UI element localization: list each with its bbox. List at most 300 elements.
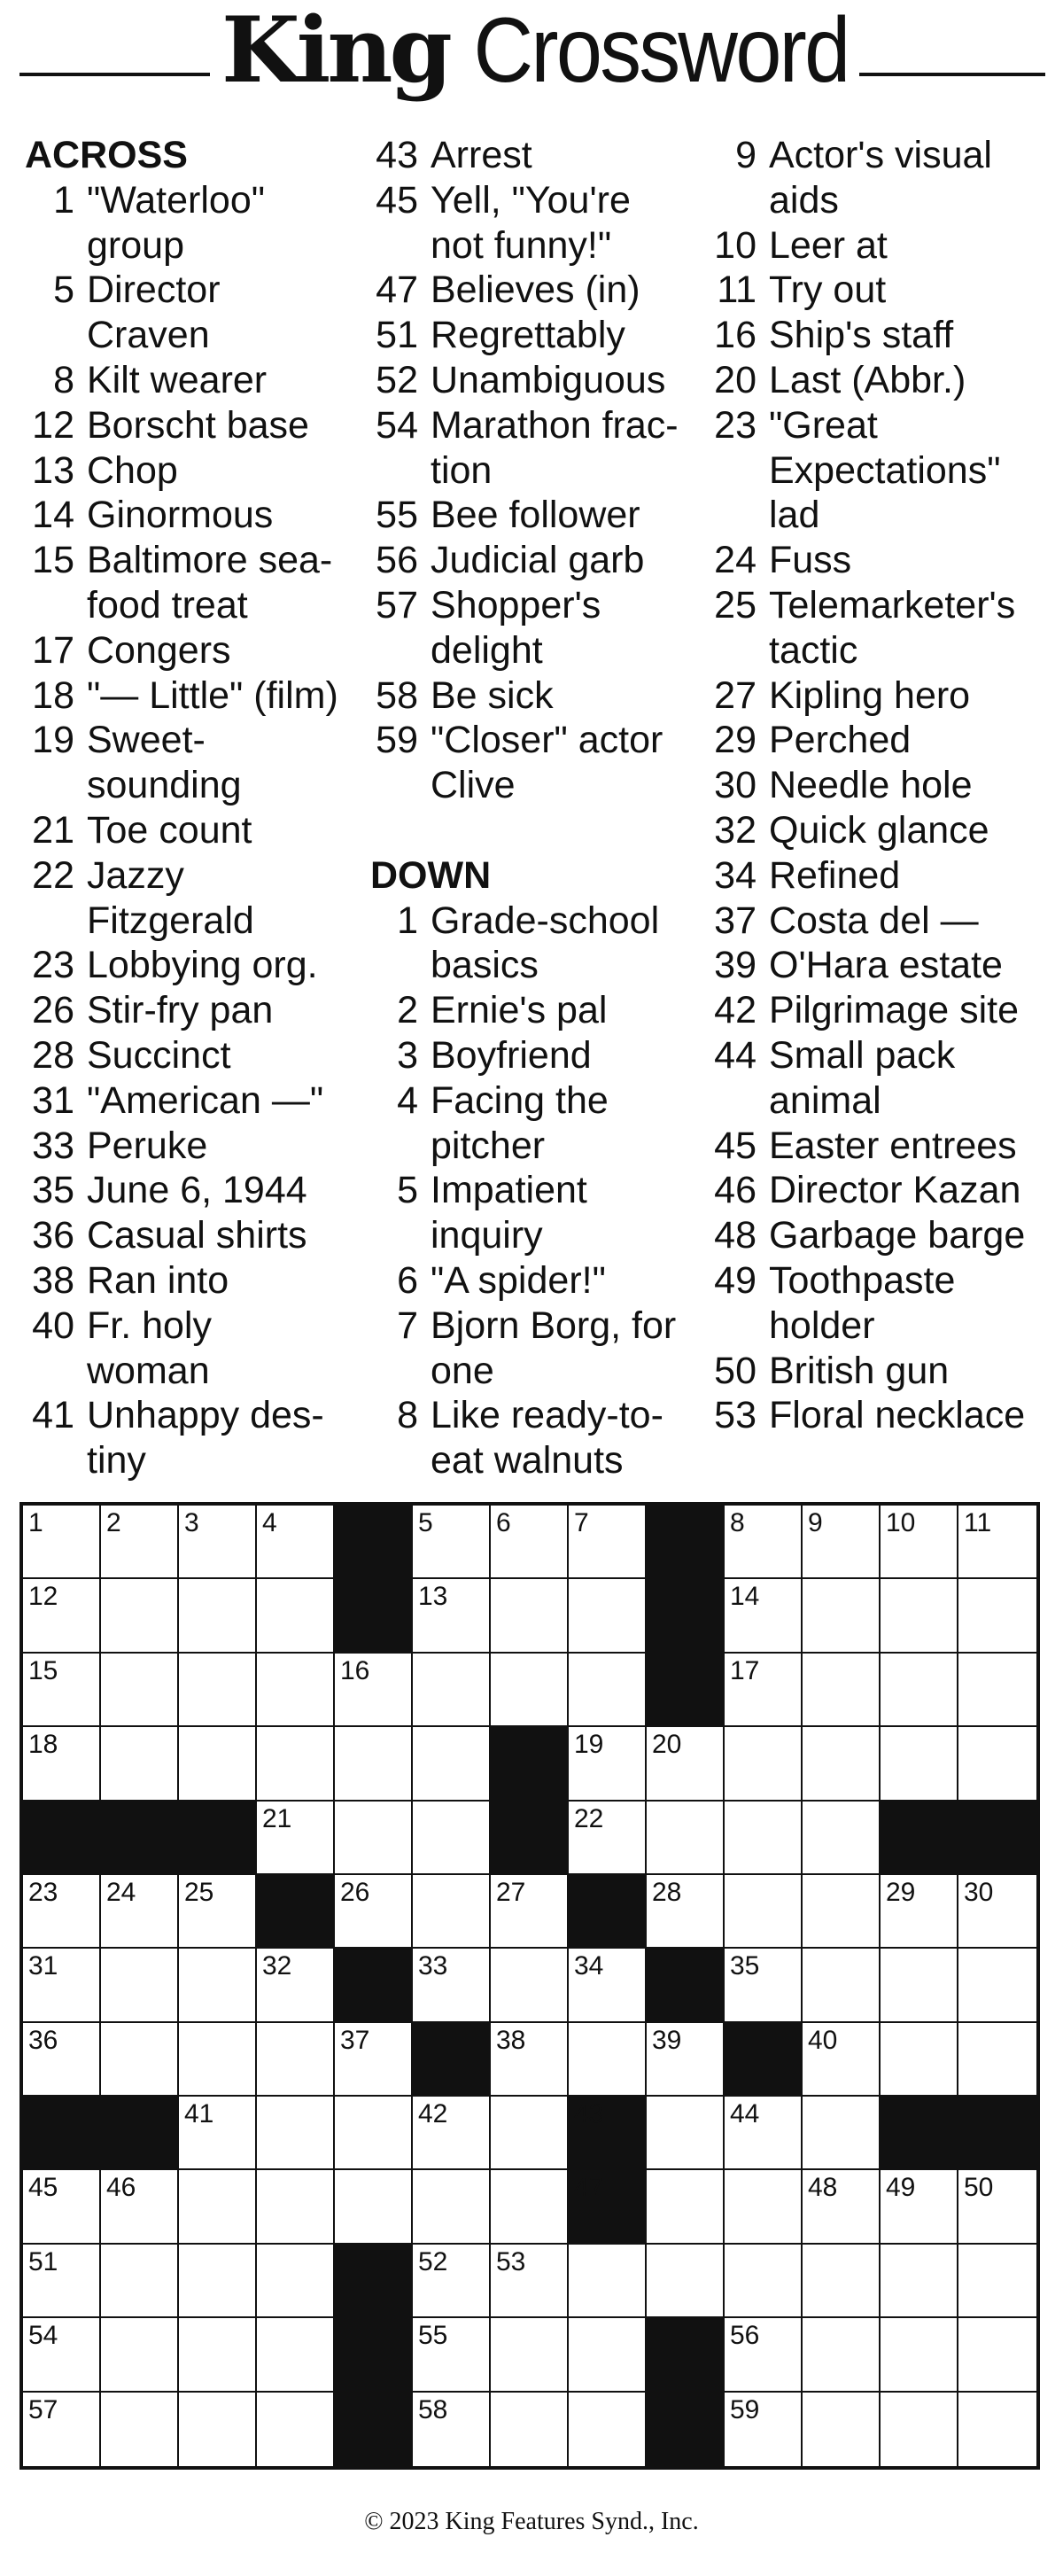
clue-text: Regrettably (431, 314, 625, 357)
black-square (101, 2097, 179, 2170)
grid-cell[interactable] (101, 2318, 179, 2392)
grid-cell[interactable] (491, 2318, 569, 2392)
grid-cell[interactable] (958, 2023, 1036, 2097)
grid-cell[interactable] (647, 1727, 725, 1801)
cell-number: 29 (886, 1877, 916, 1907)
cell-number: 14 (730, 1582, 760, 1612)
grid-cell[interactable] (803, 2023, 881, 2097)
grid-cell[interactable] (179, 1875, 257, 1949)
clue-number: 36 (32, 1214, 74, 1257)
clue-text: Director Kazan (769, 1169, 1021, 1212)
grid-cell[interactable] (23, 1727, 101, 1801)
cell-number: 13 (418, 1582, 448, 1612)
clue-number: 6 (397, 1258, 418, 1302)
cell-number: 43 (574, 2099, 604, 2129)
cell-number: 15 (28, 1655, 58, 1685)
clue-number: 11 (717, 268, 757, 312)
grid-cell[interactable] (413, 2097, 491, 2170)
grid-cell[interactable] (179, 2393, 257, 2466)
clue-number: 1 (397, 899, 418, 942)
grid-cell[interactable] (569, 2393, 647, 2466)
grid-cell[interactable] (179, 1579, 257, 1653)
grid-cell[interactable] (881, 1579, 958, 1653)
grid-cell[interactable] (335, 2097, 413, 2170)
grid-cell[interactable] (491, 2170, 569, 2244)
grid-cell[interactable] (569, 1654, 647, 1727)
grid-cell[interactable] (881, 2393, 958, 2466)
clue-number: 42 (714, 989, 757, 1032)
clue (370, 1393, 716, 1483)
cell-number: 8 (730, 1508, 745, 1537)
cell-number: 28 (652, 1877, 682, 1907)
grid-cell[interactable] (881, 2170, 958, 2244)
grid-cell[interactable] (257, 2097, 335, 2170)
clue-text: "Closer" actor Clive (431, 719, 663, 807)
grid-cell[interactable] (23, 1875, 101, 1949)
grid-cell[interactable] (101, 1727, 179, 1801)
clue (709, 943, 1059, 988)
black-square (335, 1506, 413, 1579)
grid-cell[interactable] (491, 2097, 569, 2170)
grid-cell[interactable] (881, 1727, 958, 1801)
grid-cell[interactable] (803, 1949, 881, 2022)
clue-text: "— Little" (film) (87, 673, 338, 717)
grid-cell[interactable] (881, 2023, 958, 2097)
clue (370, 133, 716, 178)
clue-text: Boyfriend (431, 1033, 592, 1077)
clue-text: Shopper's delight (431, 583, 601, 672)
grid-cell[interactable] (257, 2393, 335, 2466)
clue-text: Facing the pitcher (431, 1078, 609, 1167)
clue-text: Pilgrimage site (769, 989, 1019, 1032)
clue-text: Floral necklace (769, 1394, 1026, 1437)
clue (25, 1304, 361, 1394)
grid-cell[interactable] (413, 2245, 491, 2318)
cell-number: 32 (262, 1951, 292, 1981)
clue-text: Fr. holy woman (87, 1304, 212, 1392)
grid-cell[interactable] (725, 2318, 803, 2392)
across-heading: ACROSS (25, 134, 188, 176)
black-square (569, 2170, 647, 2244)
clue-text: Chop (87, 448, 178, 492)
grid-cell[interactable] (413, 2318, 491, 2392)
grid-cell[interactable] (803, 1579, 881, 1653)
cell-number: 26 (340, 1877, 370, 1907)
grid-cell[interactable] (725, 1802, 803, 1875)
grid-cell[interactable] (101, 1875, 179, 1949)
grid-cell[interactable] (413, 1802, 491, 1875)
grid-cell[interactable] (179, 1654, 257, 1727)
grid-cell[interactable] (725, 1579, 803, 1653)
copyright: © 2023 King Features Synd., Inc. (364, 2508, 699, 2535)
grid-cell[interactable] (725, 1506, 803, 1579)
grid-cell[interactable] (881, 1654, 958, 1727)
cell-number: 59 (730, 2394, 760, 2424)
grid-cell[interactable] (413, 1727, 491, 1801)
grid-cell[interactable] (179, 2245, 257, 2318)
cell-number: 33 (418, 1951, 448, 1981)
clue-text: Last (Abbr.) (769, 358, 966, 401)
grid-cell[interactable] (179, 2318, 257, 2392)
header (0, 0, 1063, 106)
black-square (257, 1875, 335, 1949)
grid-cell[interactable] (257, 1579, 335, 1653)
grid-cell[interactable] (569, 2318, 647, 2392)
grid-cell[interactable] (257, 1654, 335, 1727)
grid-cell[interactable] (958, 1727, 1036, 1801)
clue (709, 718, 1059, 763)
clue (370, 988, 716, 1033)
grid-cell[interactable] (881, 1949, 958, 2022)
grid-cell[interactable] (491, 2245, 569, 2318)
grid-cell[interactable] (23, 2393, 101, 2466)
cell-number: 57 (28, 2394, 58, 2424)
clue-text: Toothpaste holder (769, 1258, 956, 1347)
clue-number: 9 (735, 134, 757, 176)
grid-cell[interactable] (257, 2170, 335, 2244)
grid-cell[interactable] (335, 2023, 413, 2097)
clue-text: Be sick (431, 673, 554, 717)
grid-cell[interactable] (179, 1949, 257, 2022)
clue-text: Easter entrees (769, 1124, 1017, 1167)
grid-cell[interactable] (179, 2097, 257, 2170)
grid-cell[interactable] (803, 1875, 881, 1949)
clue-number: 17 (32, 628, 74, 672)
clue-text: Baltimore sea- food treat (87, 539, 333, 626)
grid-cell[interactable] (881, 2245, 958, 2318)
clue-number: 33 (32, 1124, 74, 1167)
grid-cell[interactable] (647, 1875, 725, 1949)
grid-cell[interactable] (23, 2170, 101, 2244)
grid-cell[interactable] (647, 2170, 725, 2244)
clue-text: Believes (in) (431, 268, 640, 312)
clue-number: 54 (376, 403, 418, 447)
clue (370, 313, 716, 358)
grid-cell[interactable] (257, 1949, 335, 2022)
grid-cell[interactable] (958, 1949, 1036, 2022)
black-square (647, 2393, 725, 2466)
grid-cell[interactable] (335, 1727, 413, 1801)
grid-cell[interactable] (803, 1506, 881, 1579)
grid-cell[interactable] (491, 1579, 569, 1653)
clue (370, 1304, 716, 1394)
grid-cell[interactable] (725, 1654, 803, 1727)
grid-cell[interactable] (803, 1654, 881, 1727)
clue-number: 13 (32, 448, 74, 492)
grid-cell[interactable] (803, 1802, 881, 1875)
grid-cell[interactable] (413, 2170, 491, 2244)
clue (709, 538, 1059, 583)
clue-text: Succinct (87, 1033, 231, 1077)
clue-number: 45 (376, 178, 418, 222)
grid-cell[interactable] (803, 2170, 881, 2244)
grid-cell[interactable] (958, 1579, 1036, 1653)
grid-cell[interactable] (725, 2245, 803, 2318)
grid-cell[interactable] (491, 1875, 569, 1949)
clue (370, 583, 716, 673)
title-rule-left (19, 73, 210, 76)
clue-text: Director Craven (87, 268, 221, 357)
black-square (647, 1579, 725, 1653)
clue-number: 43 (376, 134, 418, 176)
clue-number: 53 (714, 1394, 757, 1437)
clue (25, 628, 361, 673)
clue-text: Marathon frac- tion (431, 403, 679, 492)
clue-number: 39 (714, 944, 757, 987)
grid-cell[interactable] (413, 2393, 491, 2466)
clue (25, 1124, 361, 1169)
grid-cell[interactable] (101, 2023, 179, 2097)
grid-cell[interactable] (23, 1506, 101, 1579)
clue-text: Impatient inquiry (431, 1169, 587, 1257)
cell-number: 11 (964, 1508, 992, 1537)
cell-number: 38 (496, 2025, 526, 2055)
cell-number: 27 (496, 1877, 526, 1907)
clue (370, 268, 716, 313)
clue (709, 403, 1059, 538)
grid-cell[interactable] (803, 2245, 881, 2318)
cell-number: 4 (262, 1508, 277, 1537)
clue (25, 943, 361, 988)
grid-cell[interactable] (958, 1506, 1036, 1579)
grid-cell[interactable] (725, 2097, 803, 2170)
cell-number: 6 (496, 1508, 511, 1537)
black-square (491, 1727, 569, 1801)
black-square (569, 1875, 647, 1949)
black-square (647, 1949, 725, 2022)
grid-cell[interactable] (958, 2170, 1036, 2244)
black-square (335, 2245, 413, 2318)
black-square (881, 1802, 958, 1875)
clue-number: 5 (53, 268, 74, 312)
grid-cell[interactable] (958, 2245, 1036, 2318)
clue-number: 48 (714, 1214, 757, 1257)
cell-number: 36 (28, 2025, 58, 2055)
cell-number: 39 (652, 2025, 682, 2055)
cell-number: 58 (418, 2394, 448, 2424)
clue-number: 5 (397, 1169, 418, 1212)
black-square (569, 2097, 647, 2170)
grid-cell[interactable] (491, 1949, 569, 2022)
clue-number: 57 (376, 583, 418, 626)
clue (370, 358, 716, 403)
clue (709, 1349, 1059, 1394)
grid-cell[interactable] (335, 1802, 413, 1875)
grid-cell[interactable] (569, 1506, 647, 1579)
grid-cell[interactable] (257, 1802, 335, 1875)
grid-cell[interactable] (803, 2393, 881, 2466)
clue-text: Costa del — (769, 899, 979, 942)
grid-cell[interactable] (179, 1506, 257, 1579)
clue-number: 46 (714, 1169, 757, 1212)
grid-cell[interactable] (881, 1875, 958, 1949)
grid-cell[interactable] (725, 1875, 803, 1949)
clue-text: Judicial garb (431, 539, 645, 582)
grid-cell[interactable] (569, 1949, 647, 2022)
clue-text: Bjorn Borg, for one (431, 1304, 677, 1392)
clue-text: Jazzy Fitzgerald (87, 853, 254, 942)
clue (370, 403, 716, 494)
spacer (370, 808, 716, 853)
grid-cell[interactable] (569, 1727, 647, 1801)
clue-number: 14 (32, 494, 74, 537)
clue-text: "A spider!" (431, 1258, 606, 1302)
grid-cell[interactable] (958, 1875, 1036, 1949)
clue-text: Refined (769, 853, 901, 897)
cell-number: 31 (28, 1951, 58, 1981)
grid-cell[interactable] (335, 2170, 413, 2244)
grid-cell[interactable] (179, 1727, 257, 1801)
title-bold: King (221, 0, 449, 104)
clue (370, 899, 716, 989)
grid-cell[interactable] (101, 2245, 179, 2318)
clue (709, 1213, 1059, 1258)
grid-cell[interactable] (647, 2245, 725, 2318)
clue-number: 40 (32, 1304, 74, 1347)
clue (25, 853, 361, 944)
grid-cell[interactable] (101, 1506, 179, 1579)
cell-number: 22 (574, 1803, 604, 1833)
cell-number: 50 (964, 2173, 994, 2203)
grid-cell[interactable] (725, 1727, 803, 1801)
clue-text: Ship's staff (769, 314, 954, 357)
clue (25, 1393, 361, 1483)
grid-cell[interactable] (179, 2170, 257, 2244)
grid-cell[interactable] (958, 2318, 1036, 2392)
clue-text: British gun (769, 1349, 950, 1392)
cell-number: 21 (262, 1803, 292, 1833)
clue (709, 583, 1059, 673)
grid-cell[interactable] (413, 1654, 491, 1727)
clue-text: Stir-fry pan (87, 989, 274, 1032)
clue-text: Sweet- sounding (87, 719, 242, 807)
clue-text: "Waterloo" group (87, 178, 265, 267)
clue-number: 28 (32, 1033, 74, 1077)
grid-cell[interactable] (569, 1579, 647, 1653)
cell-number: 30 (964, 1877, 994, 1907)
grid-cell[interactable] (569, 2023, 647, 2097)
grid-cell[interactable] (179, 2023, 257, 2097)
grid-cell[interactable] (725, 2393, 803, 2466)
cell-number: 16 (340, 1655, 370, 1685)
grid-cell[interactable] (881, 2318, 958, 2392)
grid-cell[interactable] (647, 1802, 725, 1875)
cell-number: 20 (652, 1730, 682, 1760)
clue (25, 178, 361, 268)
clue-text: June 6, 1944 (87, 1169, 307, 1212)
clue-text: Unhappy des- tiny (87, 1394, 324, 1483)
grid-cell[interactable] (335, 1875, 413, 1949)
grid-cell[interactable] (413, 1579, 491, 1653)
clue (709, 853, 1059, 899)
clue-text: Perched (769, 719, 912, 762)
clue-text: Small pack animal (769, 1033, 956, 1122)
cell-number: 40 (808, 2025, 838, 2055)
grid-cell[interactable] (101, 1949, 179, 2022)
grid-cell[interactable] (23, 1579, 101, 1653)
grid-cell[interactable] (413, 1949, 491, 2022)
clue-number: 34 (714, 853, 757, 897)
grid-cell[interactable] (257, 2318, 335, 2392)
cell-number: 45 (28, 2173, 58, 2203)
clue-number: 21 (32, 808, 74, 852)
clue (709, 133, 1059, 223)
black-square (335, 2393, 413, 2466)
cell-number: 12 (28, 1582, 58, 1612)
page-title (221, 0, 850, 106)
cell-number: 48 (808, 2173, 838, 2203)
grid-cell[interactable] (569, 2245, 647, 2318)
grid-cell[interactable] (803, 2097, 881, 2170)
cell-number: 7 (574, 1508, 589, 1537)
clues-column-3 (709, 133, 1059, 1438)
grid-cell[interactable] (257, 2245, 335, 2318)
cell-number: 24 (106, 1877, 136, 1907)
grid-cell[interactable] (257, 2023, 335, 2097)
grid-cell[interactable] (803, 2318, 881, 2392)
grid-cell[interactable] (647, 2097, 725, 2170)
grid-cell[interactable] (101, 1579, 179, 1653)
clues-column-2 (370, 133, 716, 1483)
grid-cell[interactable] (101, 2170, 179, 2244)
grid-cell[interactable] (335, 1654, 413, 1727)
clue-number: 8 (53, 358, 74, 401)
clue (370, 718, 716, 808)
clue-text: Borscht base (87, 403, 309, 447)
grid-cell[interactable] (413, 1506, 491, 1579)
clue (370, 673, 716, 719)
grid-cell[interactable] (101, 2393, 179, 2466)
grid-cell[interactable] (569, 1802, 647, 1875)
clue (709, 1033, 1059, 1124)
grid-cell[interactable] (23, 1949, 101, 2022)
clue-number: 18 (32, 673, 74, 717)
grid-cell[interactable] (491, 1506, 569, 1579)
grid-cell[interactable] (23, 1654, 101, 1727)
clue-number: 37 (714, 899, 757, 942)
black-square (647, 2318, 725, 2392)
grid-cell[interactable] (725, 2170, 803, 2244)
clue (709, 808, 1059, 853)
grid-cell[interactable] (647, 2023, 725, 2097)
grid-cell[interactable] (23, 2318, 101, 2392)
cell-number: 54 (28, 2321, 58, 2351)
cell-number: 55 (418, 2321, 448, 2351)
clue (25, 358, 361, 403)
grid-cell[interactable] (413, 1875, 491, 1949)
grid-cell[interactable] (958, 2393, 1036, 2466)
clue-text: Bee follower (431, 494, 640, 537)
clue (709, 223, 1059, 268)
clue-number: 2 (397, 989, 418, 1032)
clue (370, 493, 716, 538)
clue-number: 50 (714, 1349, 757, 1392)
black-square (881, 2097, 958, 2170)
grid-cell[interactable] (257, 1506, 335, 1579)
grid-cell[interactable] (958, 1654, 1036, 1727)
grid-cell[interactable] (257, 1727, 335, 1801)
grid-cell[interactable] (803, 1727, 881, 1801)
grid-cell[interactable] (491, 2023, 569, 2097)
grid-cell[interactable] (23, 2245, 101, 2318)
grid-cell[interactable] (725, 1949, 803, 2022)
grid-cell[interactable] (23, 2023, 101, 2097)
grid-cell[interactable] (491, 2393, 569, 2466)
grid-cell[interactable] (101, 1654, 179, 1727)
clue-text: Ernie's pal (431, 989, 608, 1032)
grid-cell[interactable] (881, 1506, 958, 1579)
grid-cell[interactable] (491, 1654, 569, 1727)
